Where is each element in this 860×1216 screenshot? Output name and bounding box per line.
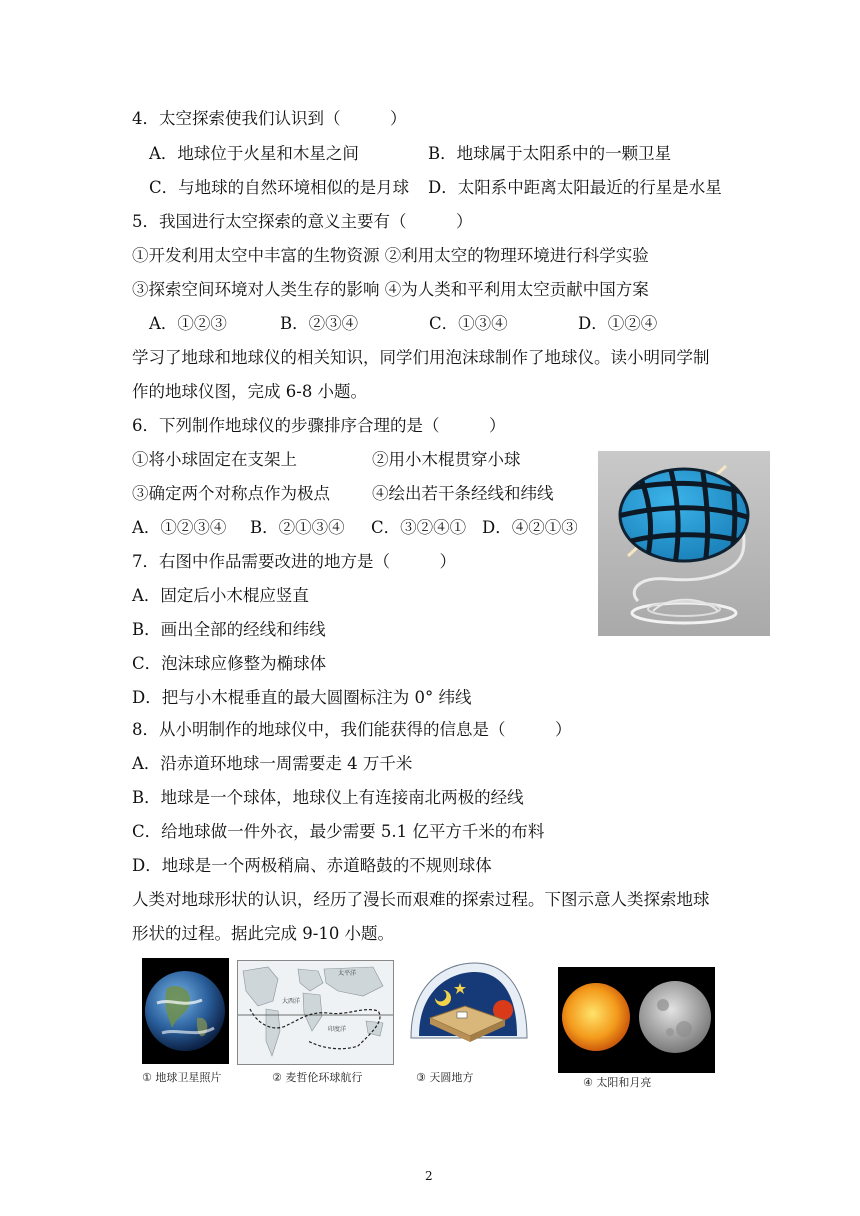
magellan-voyage-map [237,960,394,1065]
q7-stem: 7．右图中作品需要改进的地方是（ ） [132,552,456,571]
caption-earth-photo: ① 地球卫星照片 [142,1071,222,1084]
earth-satellite-photo [142,958,229,1064]
q6-step2: ②用小木棍贯穿小球 [372,450,521,469]
q7-option-d: D．把与小木棍垂直的最大圆圈标注为 0° 纬线 [132,688,472,707]
q5-line1: ①开发利用太空中丰富的生物资源 ②利用太空的物理环境进行科学实验 [132,246,649,265]
q6-stem: 6．下列制作地球仪的步骤排序合理的是（ ） [132,416,506,435]
q4-stem: 4．太空探索使我们认识到（ ） [132,109,407,128]
q8-option-d: D．地球是一个两极稍扁、赤道略鼓的不规则球体 [132,856,492,875]
q4-option-a: A．地球位于火星和木星之间 [149,144,359,163]
q6-step4: ④绘出若干条经线和纬线 [372,484,554,503]
q4-option-b: B．地球属于太阳系中的一颗卫星 [428,144,672,163]
q6-option-c: C．③②④① [371,518,467,537]
q6-option-a: A．①②③④ [132,518,227,537]
q5-option-b: B．②③④ [280,314,359,333]
q5-stem: 5．我国进行太空探索的意义主要有（ ） [132,212,473,231]
q5-option-d: D．①②④ [578,314,658,333]
foam-globe-photo [598,451,770,636]
caption-sun-moon: ④ 太阳和月亮 [583,1076,652,1089]
page-number: 2 [425,1169,433,1183]
q5-option-c: C．①③④ [429,314,508,333]
q7-option-c: C．泡沫球应修整为椭球体 [132,654,327,673]
sun-and-moon-photo [558,967,715,1073]
intro-9-10-line1: 人类对地球形状的认识，经历了漫长而艰难的探索过程。下图示意人类探索地球 [132,890,710,909]
q8-option-a: A．沿赤道环地球一周需要走 4 万千米 [132,754,413,773]
map-label-pacific: 太平洋 [338,970,357,977]
intro-6-8-line1: 学习了地球和地球仪的相关知识，同学们用泡沫球制作了地球仪。读小明同学制 [132,348,710,367]
q6-step1: ①将小球固定在支架上 [132,450,297,469]
q5-option-a: A．①②③ [149,314,227,333]
q6-option-b: B．②①③④ [250,518,345,537]
q6-option-d: D．④②①③ [482,518,578,537]
q8-stem: 8．从小明制作的地球仪中，我们能获得的信息是（ ） [132,720,572,739]
q8-option-c: C．给地球做一件外衣，最少需要 5.1 亿平方千米的布料 [132,822,545,841]
round-sky-square-earth-illustration [405,958,533,1064]
map-label-atlantic: 大西洋 [282,998,301,1005]
q4-option-d: D．太阳系中距离太阳最近的行星是水星 [428,178,722,197]
q8-option-b: B．地球是一个球体，地球仪上有连接南北两极的经线 [132,788,524,807]
map-label-indian: 印度洋 [328,1026,347,1033]
intro-9-10-line2: 形状的过程。据此完成 9-10 小题。 [132,924,395,943]
q7-option-a: A．固定后小木棍应竖直 [132,586,309,605]
caption-round-sky: ③ 天圆地方 [416,1071,474,1084]
q6-step3: ③确定两个对称点作为极点 [132,484,330,503]
q5-line2: ③探索空间环境对人类生存的影响 ④为人类和平利用太空贡献中国方案 [132,280,649,299]
caption-magellan: ② 麦哲伦环球航行 [272,1071,363,1084]
q7-option-b: B．画出全部的经线和纬线 [132,620,326,639]
q4-option-c: C．与地球的自然环境相似的是月球 [149,178,410,197]
intro-6-8-line2: 作的地球仪图，完成 6-8 小题。 [132,382,368,401]
